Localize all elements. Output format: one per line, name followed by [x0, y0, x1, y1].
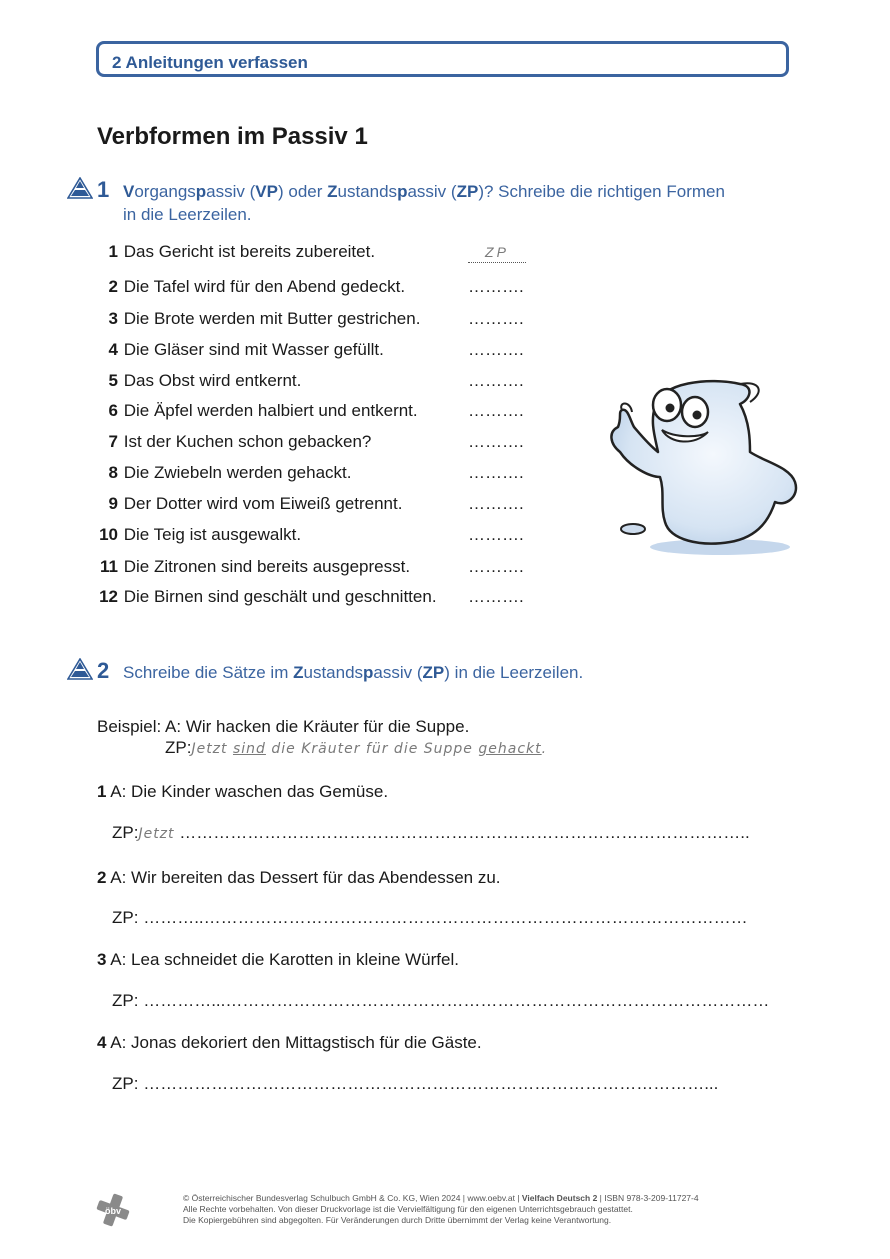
dotted-line: …………...…………………………………………………………………………………… — [143, 991, 770, 1010]
task-1-instruction-part: VP — [255, 182, 278, 201]
task-1-instruction-part: ZP — [456, 182, 479, 201]
example-hand-3: die Kräuter für die Suppe — [265, 741, 479, 757]
zp-label: ZP: — [112, 823, 139, 842]
task-2-text-d: assiv ( — [373, 663, 423, 682]
task-2-text-a: Schreibe die Sätze im — [123, 663, 294, 682]
item-number: 8 — [108, 463, 118, 482]
task-1-instruction-part: )? Schreibe die richtigen Formen — [478, 182, 725, 201]
task-2-item — [97, 868, 501, 888]
item-sentence: A: Jonas dekoriert den Mittagstisch für die Gäste. — [110, 1033, 482, 1052]
item-number: 7 — [108, 432, 118, 451]
item-sentence: Das Gericht ist bereits zubereitet. — [123, 242, 376, 261]
task-1-item — [92, 241, 375, 263]
item-sentence: Die Zitronen sind bereits ausgepresst. — [123, 557, 411, 576]
task-1-item — [92, 556, 410, 578]
item-number: 2 — [108, 277, 118, 296]
zp-label: ZP: — [112, 991, 139, 1010]
item-sentence: Die Äpfel werden halbiert und entkernt. — [123, 401, 418, 420]
answer-blank[interactable]: ………. — [468, 557, 524, 576]
answer-blank[interactable]: ………. — [468, 401, 524, 420]
item-number: 5 — [108, 371, 118, 390]
answer-blank[interactable]: ………. — [468, 340, 524, 359]
footer-line1-a: © Österreichischer Bundesverlag Schulbuch GmbH & Co. KG, Wien 2024 | www.oebv.at | — [183, 1193, 522, 1203]
answer-blank[interactable]: ………. — [468, 309, 524, 328]
task-1-item — [92, 308, 420, 330]
item-sentence: Die Zwiebeln werden gehackt. — [123, 463, 352, 482]
example-hand-1: Jetzt — [191, 741, 233, 757]
item-sentence: A: Lea schneidet die Karotten in kleine Würfel. — [110, 950, 459, 969]
answer-blank[interactable]: ………. — [468, 525, 524, 544]
item-number: 4 — [108, 340, 118, 359]
task-1-instruction-part: p — [397, 182, 408, 201]
difficulty-pyramid-icon — [67, 658, 93, 680]
answer-blank[interactable]: ………. — [468, 371, 524, 390]
answer-line[interactable] — [112, 823, 750, 843]
handwritten-answer: Jetzt — [138, 826, 175, 842]
task-2-text-b1: Z — [293, 663, 304, 682]
task-1-item — [92, 586, 437, 608]
task-1-instruction-part: assiv ( — [206, 182, 256, 201]
answer-line[interactable] — [112, 991, 769, 1011]
task-1-instruction-part: ustands — [337, 182, 398, 201]
item-sentence: A: Die Kinder waschen das Gemüse. — [110, 782, 389, 801]
item-sentence: Die Tafel wird für den Abend gedeckt. — [123, 277, 406, 296]
publisher-logo-icon — [96, 1193, 130, 1227]
difficulty-pyramid-icon — [67, 177, 93, 199]
item-number: 6 — [108, 401, 118, 420]
item-sentence: Die Gläser sind mit Wasser gefüllt. — [123, 340, 384, 359]
task-2-number: 2 — [97, 658, 110, 683]
example-hand-5: . — [541, 741, 548, 757]
task-1-instruction-part: Z — [327, 182, 338, 201]
item-sentence: Der Dotter wird vom Eiweiß getrennt. — [123, 494, 403, 513]
item-number: 9 — [108, 494, 118, 513]
answer-blank[interactable]: ………. — [468, 463, 524, 482]
task-1-item — [92, 493, 402, 515]
answer-blank[interactable]: ………. — [468, 587, 524, 606]
footer-line3: Die Kopiergebühren sind abgegolten. Für Veränderungen durch Dritte übernimmt der Verlag keine Verantwortung. — [183, 1215, 612, 1225]
example-sentence: Beispiel: A: Wir hacken die Kräuter für die Suppe. — [97, 717, 470, 736]
task-2-text-e: ZP — [422, 663, 445, 682]
item-number: 10 — [99, 525, 118, 544]
item-number: 4 — [97, 1033, 107, 1052]
item-sentence: Ist der Kuchen schon gebacken? — [123, 432, 372, 451]
mascot-ghost-illustration — [600, 372, 810, 562]
task-2-text-b2: p — [363, 663, 374, 682]
footer-line1-c: | ISBN 978-3-209-11727-4 — [597, 1193, 699, 1203]
item-sentence: A: Wir bereiten das Dessert für das Abendessen zu. — [110, 868, 501, 887]
item-number: 1 — [108, 242, 118, 261]
example-zp-line — [165, 738, 547, 758]
task-1-instruction-part: ) oder — [277, 182, 328, 201]
task-1-instruction-part: V — [123, 182, 135, 201]
chapter-title: 2 Anleitungen verfassen — [112, 53, 308, 72]
example-hand-2: sind — [232, 741, 266, 757]
task-1-item — [92, 276, 405, 298]
task-1-item — [92, 462, 351, 484]
task-1-instruction-part: assiv ( — [407, 182, 457, 201]
publisher-logo-text: öbv — [104, 1206, 122, 1216]
task-2-instruction — [123, 661, 583, 684]
task-2-text-f: ) in die Leerzeilen. — [444, 663, 584, 682]
task-1-instruction-part: p — [195, 182, 207, 201]
zp-label: ZP: — [112, 1074, 139, 1093]
answer-line[interactable] — [112, 908, 748, 928]
item-number: 3 — [108, 309, 118, 328]
answer-blank[interactable]: ………. — [468, 277, 524, 296]
answer-line[interactable] — [112, 1074, 718, 1094]
dotted-line: ………………………………………………………………………………………... — [143, 1074, 719, 1093]
example-hand-4: gehackt — [478, 741, 542, 757]
item-number: 12 — [99, 587, 118, 606]
task-2-text-c: ustands — [303, 663, 364, 682]
task-1-item — [92, 370, 301, 392]
task-1-instruction — [123, 180, 725, 226]
answer-blank[interactable]: ………. — [468, 494, 524, 513]
task-1-item — [92, 431, 371, 453]
task-1-item — [92, 524, 301, 546]
task-1-instruction-part: organgs — [134, 182, 196, 201]
answer-field-1[interactable] — [468, 244, 526, 263]
task-1-item — [92, 400, 418, 422]
footer-book-title: Vielfach Deutsch 2 — [521, 1193, 598, 1203]
task-2-item — [97, 782, 388, 802]
task-1-instruction-line2: in die Leerzeilen. — [123, 205, 252, 224]
item-sentence: Die Birnen sind geschält und geschnitten. — [123, 587, 437, 606]
dotted-line: ……………………………………………………………………………………….. — [174, 823, 750, 842]
zp-label: ZP: — [112, 908, 139, 927]
item-sentence: Das Obst wird entkernt. — [123, 371, 302, 390]
task-2-item — [97, 1033, 482, 1053]
dotted-line: ………..…………………………………………………………………………………… — [143, 908, 748, 927]
item-number: 3 — [97, 950, 107, 969]
example-zp-label: ZP: — [165, 738, 192, 757]
answer-blank[interactable]: ………. — [468, 432, 524, 451]
item-number: 2 — [97, 868, 107, 887]
task-1-item — [92, 339, 384, 361]
footer — [183, 1193, 699, 1226]
item-sentence: Die Teig ist ausgewalkt. — [123, 525, 302, 544]
task-1-number: 1 — [97, 177, 110, 202]
item-number: 11 — [100, 557, 118, 576]
task-1-instruction-line1 — [123, 182, 725, 201]
footer-line2: Alle Rechte vorbehalten. Von dieser Druckvorlage ist die Vervielfältigung für den eigenen Unterrichtsgebrauch gestattet. — [183, 1204, 633, 1214]
handwritten-answer: ZP — [485, 244, 509, 260]
item-sentence: Die Brote werden mit Butter gestrichen. — [123, 309, 421, 328]
task-2-item — [97, 950, 459, 970]
page-title: Verbformen im Passiv 1 — [97, 123, 368, 150]
item-number: 1 — [97, 782, 107, 801]
